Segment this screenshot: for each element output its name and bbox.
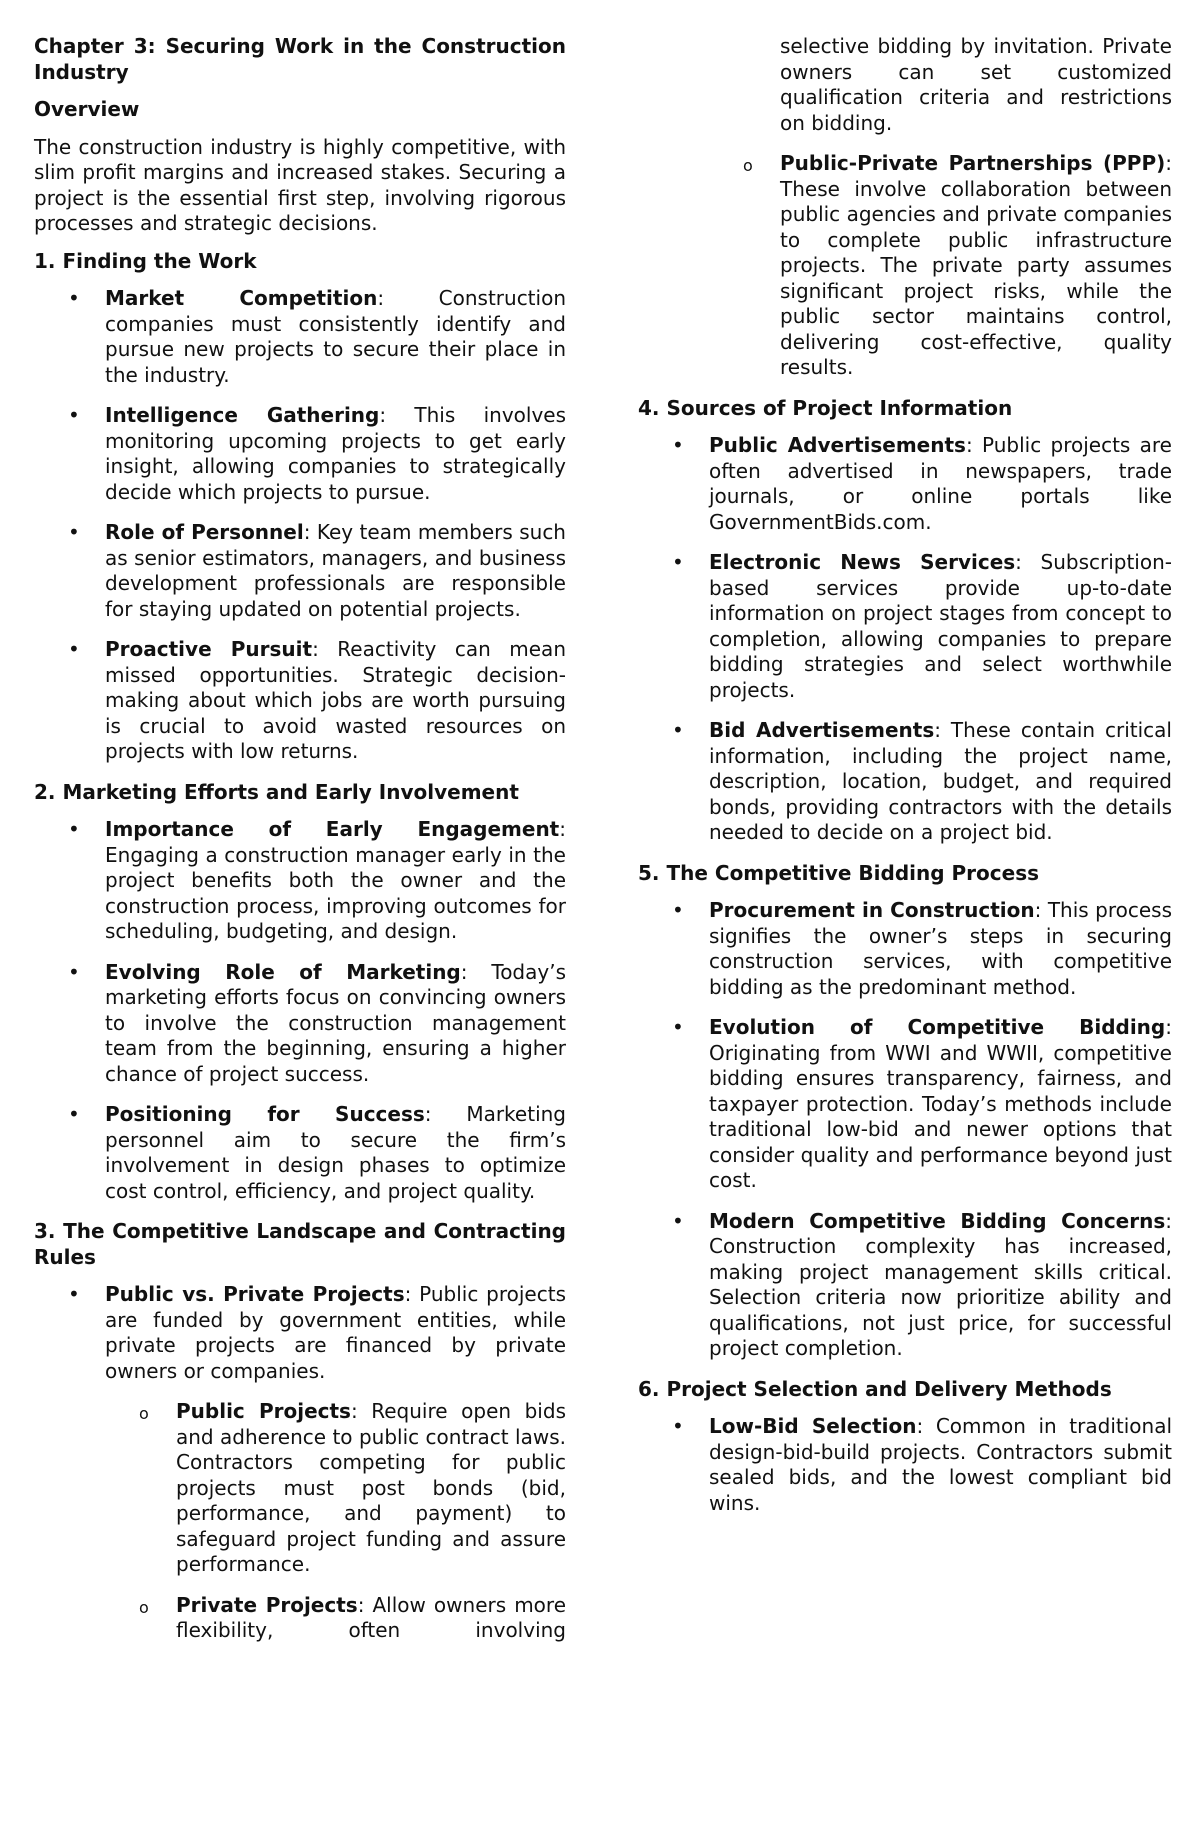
left-column [34,34,566,1659]
section-heading: 4. Sources of Project Information [638,395,1013,420]
item-term: Public vs. Private Projects [105,1282,405,1306]
bullet-marker: • [672,1015,684,1039]
item-text: : Key team members such as senior estimators, managers, and business development professionals are responsible for staying updated on potential projects. [105,520,566,621]
item-term: Proactive Pursuit [105,637,313,661]
bullet-marker: • [68,403,80,427]
bullet-list [638,1414,1172,1516]
item-term: Modern Competitive Bidding Concerns [709,1208,1166,1233]
bullet-marker: • [672,1208,684,1233]
list-item [34,637,566,765]
sub-marker: o [139,1404,149,1423]
sub-list-item [105,1593,566,1644]
item-text: : Subscription-based services provide up-to-date information on project stages from concept to completion, allowing companies to prepare bidding strategies and select worthwhile projects. [709,550,1172,702]
bullet-list [34,817,566,1204]
item-text: : Marketing personnel aim to secure the firm’s involvement in design phases to optimize cost control, efficiency, and project quality. [105,1102,567,1203]
sub-list [105,1399,566,1644]
section-heading: 1. Finding the Work [34,248,257,273]
overview-text: The construction industry is highly competitive, with slim profit margins and increased stakes. Securing a project is the essential first step, involving rigorous processes and strategic decisions. [34,134,566,235]
bullet-marker: • [672,550,684,574]
bullet-marker: • [68,1282,80,1306]
sub-marker: o [139,1597,149,1617]
item-text: : This involves monitoring upcoming projects to get early insight, allowing companies to strategically decide which projects to pursue. [105,403,567,504]
bullet-list [34,286,566,765]
item-term: Public Projects [176,1399,351,1423]
item-text: : Public projects are often advertised in newspapers, trade journals, or online portals like GovernmentBids.com. [709,433,1172,534]
bullet-marker: • [68,1102,80,1126]
list-item [34,1282,566,1644]
list-item [638,898,1172,1000]
bullet-marker: • [68,520,80,544]
sub-marker: o [743,156,753,175]
list-item [638,1414,1172,1516]
list-item [638,550,1172,703]
item-text: : These contain critical information, including the project name, description, location, budget, and required bonds, providing contractors with the details needed to decide on a project bid. [709,718,1172,844]
item-text: : These involve collaboration between public agencies and private companies to complete public infrastructure projects. The private party assumes significant project risks, while the public sector maintains control, delivering cost-effective, quality results. [780,151,1172,379]
section-marketing [34,780,566,1205]
sub-list-item-continued [638,34,1172,136]
bullet-list [34,1282,566,1644]
section-bidding-process [638,861,1172,1362]
item-text: : This process signifies the owner’s steps in securing construction services, with competitive bidding as the predominant method. [709,898,1172,999]
bullet-list [638,433,1172,846]
bullet-marker: • [672,433,684,457]
bullet-marker: • [672,898,684,922]
item-term: Intelligence Gathering [105,403,380,427]
item-term: Low-Bid Selection [709,1414,917,1438]
item-text: : Engaging a construction manager early in the project benefits both the owner and the construction process, improving outcomes for scheduling, budgeting, and design. [105,817,566,943]
bullet-marker: • [68,959,80,984]
item-text: : Allow owners more flexibility, often involving [176,1592,566,1642]
item-term: Private Projects [176,1592,358,1617]
list-item [34,403,566,505]
section-heading: 5. The Competitive Bidding Process [638,860,1040,885]
item-text: : Originating from WWI and WWII, competitive bidding ensures transparency, fairness, and taxpayer protection. Today’s methods include traditional low-bid and newer options that consider quality and performance beyond just cost. [709,1015,1172,1192]
item-term: Electronic News Services [709,550,1016,574]
item-term: Evolving Role of Marketing [105,959,461,984]
item-text: : Today’s marketing efforts focus on convincing owners to involve the construction management team from the beginning, ensuring a higher chance of project success. [105,959,566,1086]
sub-list-item [638,151,1172,381]
list-item [34,960,566,1088]
list-item [638,718,1172,846]
item-term: Role of Personnel [105,520,304,544]
overview-section [34,97,566,237]
list-item [34,520,566,622]
item-term: Importance of Early Engagement [105,817,560,841]
item-term: Public-Private Partnerships (PPP) [780,151,1166,175]
item-text: : Construction complexity has increased, making project management skills critical. Selection criteria now prioritize ability and qualifications, not just price, for successful project completion. [709,1208,1172,1360]
bullet-marker: • [68,817,80,841]
item-term: Public Advertisements [709,433,966,457]
list-item [34,286,566,388]
section-heading: 6. Project Selection and Delivery Methods [638,1376,1112,1401]
item-text: : Require open bids and adherence to public contract laws. Contractors competing for public projects must post bonds (bid, performance, and payment) to safeguard project funding and assure performance. [176,1399,566,1576]
item-text: : Construction companies must consistently identify and pursue new projects to secure their place in the industry. [105,286,566,387]
item-text: : Common in traditional design-bid-build projects. Contractors submit sealed bids, and the lowest compliant bid wins. [709,1414,1172,1515]
bullet-marker: • [68,286,80,310]
bullet-marker: • [68,637,80,661]
item-term: Positioning for Success [105,1102,425,1126]
section-finding-work [34,249,566,765]
item-term: Market Competition [105,286,378,310]
overview-heading: Overview [34,97,140,121]
list-item [34,1102,566,1204]
list-item [638,1015,1172,1194]
item-term: Bid Advertisements [709,718,935,742]
item-text: selective bidding by invitation. Private owners can set customized qualification criteria and restrictions on bidding. [780,34,1172,135]
sub-list-item [105,1399,566,1578]
item-term: Evolution of Competitive Bidding [709,1015,1166,1039]
item-text: : Reactivity can mean missed opportunities. Strategic decision-making about which jobs are worth pursuing is crucial to avoid wasted resources on projects with low returns. [105,637,566,763]
right-column [638,34,1172,1531]
bullet-list [638,898,1172,1362]
section-competitive-landscape [34,1219,566,1644]
section-project-selection [638,1377,1172,1517]
item-text: : Public projects are funded by government entities, while private projects are financed by private owners or companies. [105,1282,566,1383]
item-term: Procurement in Construction [709,898,1035,922]
list-item [638,433,1172,535]
bullet-marker: • [672,718,684,742]
chapter-title: Chapter 3: Securing Work in the Construction Industry [34,34,566,84]
list-item [638,1209,1172,1362]
section-heading: 2. Marketing Efforts and Early Involvement [34,779,519,804]
section-project-information [638,396,1172,846]
bullet-marker: • [672,1414,684,1438]
section-heading: 3. The Competitive Landscape and Contracting Rules [34,1219,566,1269]
list-item [34,817,566,945]
